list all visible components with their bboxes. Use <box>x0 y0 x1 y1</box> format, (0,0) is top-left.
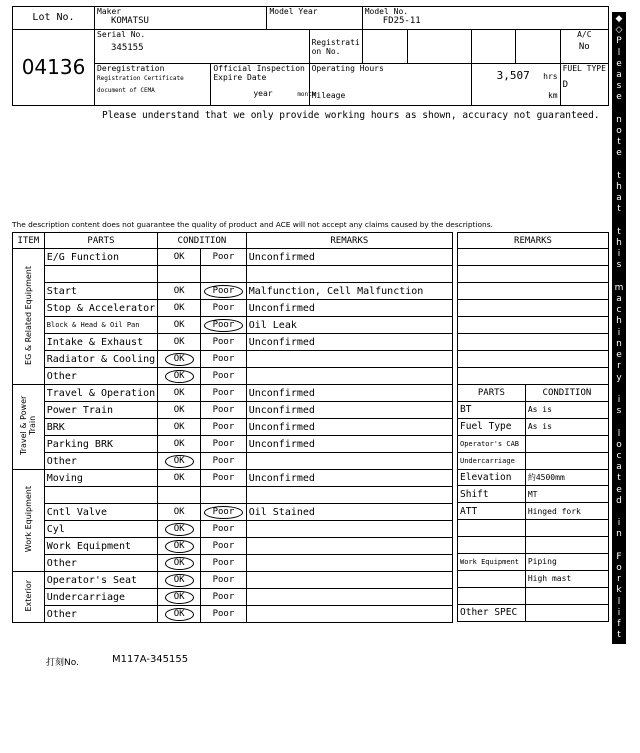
remark-cell <box>246 453 452 470</box>
serial-label: Serial No. <box>97 29 146 39</box>
part-name: Radiator & Cooling <box>44 351 157 368</box>
remark-cell <box>246 368 452 385</box>
spec-row <box>458 554 609 571</box>
table-row <box>13 266 453 283</box>
part-name: Cyl <box>44 521 157 538</box>
item-group-cell <box>13 249 45 385</box>
poor-label: Poor <box>212 439 235 449</box>
condition-ok-cell <box>158 555 201 572</box>
mileage-cell <box>309 87 471 106</box>
remark-cell: Unconfirmed <box>246 300 452 317</box>
part-name: Other <box>44 453 157 470</box>
condition-ok-cell <box>158 436 201 453</box>
condition-poor-cell <box>201 572 247 589</box>
spec-condition: Piping <box>525 554 608 571</box>
condition-poor-cell <box>201 334 247 351</box>
poor-label: Poor <box>212 252 235 262</box>
condition-ok-cell <box>158 470 201 487</box>
serial-cell <box>95 29 310 63</box>
maker-cell <box>95 7 267 30</box>
ok-label: OK <box>165 353 194 366</box>
spec-part <box>458 587 526 604</box>
condition-poor-cell <box>201 521 247 538</box>
part-name: Undercarriage <box>44 589 157 606</box>
right-remarks-row <box>458 283 609 300</box>
remark-cell <box>246 521 452 538</box>
reg-cert-label: Registration Certificate <box>97 75 184 83</box>
condition-ok-cell <box>158 572 201 589</box>
table-row <box>13 555 453 572</box>
part-name: Other <box>44 555 157 572</box>
spec-condition <box>525 435 608 452</box>
remark-cell <box>246 351 452 368</box>
remark-cell: Unconfirmed <box>246 470 452 487</box>
spec-part: Undercarriage <box>458 452 526 469</box>
remark-cell <box>246 538 452 555</box>
registration-label: Registrati on No. <box>309 29 362 63</box>
model-no-cell <box>362 7 608 30</box>
ac-label: A/C <box>577 29 592 39</box>
deregistration-label: Deregistration <box>97 64 165 74</box>
table-row <box>13 283 453 300</box>
ok-label: OK <box>165 455 194 468</box>
op-hours-value-cell <box>471 64 560 87</box>
right-remarks-header: REMARKS <box>458 233 609 249</box>
part-name <box>44 487 157 504</box>
item-group-cell <box>13 572 45 623</box>
spec-condition <box>525 587 608 604</box>
stamp-value: M117A-345155 <box>112 654 189 665</box>
part-name: Stop & Accelerator <box>44 300 157 317</box>
poor-label: Poor <box>212 422 235 432</box>
diamond-icon: ◆ <box>615 731 623 741</box>
remark-cell: Unconfirmed <box>246 402 452 419</box>
poor-label: Poor <box>212 524 235 534</box>
part-name: Travel & Operation <box>44 385 157 402</box>
ok-label: OK <box>173 252 185 262</box>
condition-poor-cell <box>201 487 247 504</box>
condition-ok-cell <box>158 266 201 283</box>
spec-row <box>458 418 609 435</box>
remark-cell: Unconfirmed <box>246 385 452 402</box>
hrs-unit: hrs <box>543 72 558 81</box>
month-label: month <box>297 91 316 99</box>
ok-label: OK <box>173 337 185 347</box>
remark-cell: Unconfirmed <box>246 419 452 436</box>
right-remarks-table <box>457 232 609 385</box>
inspection-label: Official Inspection Expire Date <box>213 64 305 83</box>
poor-label: Poor <box>212 388 235 398</box>
ok-label: OK <box>165 608 194 621</box>
ok-label: OK <box>165 557 194 570</box>
ok-label: OK <box>173 388 185 398</box>
table-row <box>13 453 453 470</box>
part-name: Power Train <box>44 402 157 419</box>
spec-row <box>458 537 609 554</box>
ok-label: OK <box>173 286 185 296</box>
spec-part <box>458 570 526 587</box>
part-name: Operator's Seat <box>44 572 157 589</box>
table-row <box>13 538 453 555</box>
table-row <box>13 368 453 385</box>
remark-cell: Oil Stained <box>246 504 452 521</box>
table-row <box>13 521 453 538</box>
op-hours-value: 3,507 <box>496 69 530 82</box>
ac-cell <box>560 29 608 63</box>
fuel-cell <box>560 64 608 106</box>
part-name: BRK <box>44 419 157 436</box>
right-remarks-row <box>458 351 609 368</box>
spec-row <box>458 503 609 520</box>
poor-label: Poor <box>212 456 235 466</box>
serial-value: 345155 <box>111 42 144 53</box>
poor-label: Poor <box>212 609 235 619</box>
spec-row <box>458 435 609 452</box>
reg-box-1 <box>362 29 407 63</box>
condition-ok-cell <box>158 249 201 266</box>
table-row <box>13 504 453 521</box>
table-row <box>13 385 453 402</box>
ok-label: OK <box>165 591 194 604</box>
remark-cell: Unconfirmed <box>246 249 452 266</box>
spec-part: Shift <box>458 486 526 503</box>
part-name: Cntl Valve <box>44 504 157 521</box>
condition-ok-cell <box>158 589 201 606</box>
poor-label: Poor <box>204 285 244 298</box>
ok-label: OK <box>173 439 185 449</box>
remark-cell <box>246 589 452 606</box>
fuel-label: FUEL TYPE <box>562 64 606 74</box>
spec-part <box>458 520 526 537</box>
col-condition-header: CONDITION <box>158 233 247 249</box>
spec-row <box>458 402 609 419</box>
lot-label: Lot No. <box>13 7 95 30</box>
part-name: Start <box>44 283 157 300</box>
spec-row <box>458 570 609 587</box>
poor-label: Poor <box>212 558 235 568</box>
condition-ok-cell <box>158 317 201 334</box>
spec-condition <box>525 520 608 537</box>
location-notice-sidebar <box>612 12 626 753</box>
condition-table <box>12 232 453 623</box>
model-no-value: FD25-11 <box>382 16 421 26</box>
doc-cema-label: document of CEMA <box>97 87 155 95</box>
poor-label: Poor <box>204 506 244 519</box>
right-remarks-row <box>458 266 609 283</box>
condition-ok-cell <box>158 334 201 351</box>
item-group-label: EG & Related Equipment <box>23 265 33 365</box>
condition-poor-cell <box>201 402 247 419</box>
poor-label: Poor <box>212 592 235 602</box>
notice-text: Please understand that we only provide working hours as shown, accuracy not guaranteed. <box>102 110 600 121</box>
right-remarks-row <box>458 249 609 266</box>
spec-part: Fuel Type <box>458 418 526 435</box>
condition-poor-cell <box>201 419 247 436</box>
poor-label: Poor <box>212 541 235 551</box>
poor-label: Poor <box>212 337 235 347</box>
condition-poor-cell <box>201 555 247 572</box>
spec-row <box>458 604 609 621</box>
condition-ok-cell <box>158 453 201 470</box>
part-name <box>44 266 157 283</box>
remark-cell: Unconfirmed <box>246 436 452 453</box>
spec-part: Operator's CAB <box>458 435 526 452</box>
remark-cell: Malfunction, Cell Malfunction <box>246 283 452 300</box>
header-table <box>12 6 609 106</box>
remark-cell: Oil Leak <box>246 317 452 334</box>
condition-ok-cell <box>158 300 201 317</box>
spec-part: ATT <box>458 503 526 520</box>
poor-label: Poor <box>212 371 235 381</box>
table-row <box>13 249 453 266</box>
item-group-label: Exterior <box>23 579 33 612</box>
table-row <box>13 470 453 487</box>
spec-condition <box>525 604 608 621</box>
part-name: E/G Function <box>44 249 157 266</box>
part-name: Moving <box>44 470 157 487</box>
reg-box-2 <box>407 29 471 63</box>
remark-cell <box>246 606 452 623</box>
ok-label: OK <box>173 320 185 330</box>
condition-poor-cell <box>201 249 247 266</box>
spec-condition: Hinged fork <box>525 503 608 520</box>
right-remarks-row <box>458 317 609 334</box>
poor-label: Poor <box>212 575 235 585</box>
ok-label: OK <box>173 422 185 432</box>
remark-cell <box>246 572 452 589</box>
condition-poor-cell <box>201 606 247 623</box>
col-item-header: ITEM <box>13 233 45 249</box>
spec-row <box>458 486 609 503</box>
condition-ok-cell <box>158 283 201 300</box>
ok-label: OK <box>165 574 194 587</box>
table-row <box>13 351 453 368</box>
table-row <box>13 487 453 504</box>
spec-condition: High mast <box>525 570 608 587</box>
remark-cell: Unconfirmed <box>246 334 452 351</box>
spec-parts-header: PARTS <box>458 385 526 402</box>
poor-label: Poor <box>212 303 235 313</box>
disclaimer-text: The description content does not guarantee the quality of product and ACE will not accept any claims caused by the descriptions. <box>12 220 493 229</box>
condition-poor-cell <box>201 283 247 300</box>
condition-ok-cell <box>158 487 201 504</box>
condition-ok-cell <box>158 606 201 623</box>
condition-poor-cell <box>201 589 247 606</box>
poor-label: Poor <box>212 354 235 364</box>
part-name: Other <box>44 368 157 385</box>
deregistration-cell <box>95 64 211 106</box>
item-group-cell <box>13 470 45 572</box>
condition-ok-cell <box>158 402 201 419</box>
condition-ok-cell <box>158 521 201 538</box>
model-year-label: Model Year <box>269 7 318 16</box>
diamond-outline-icon: ◇ <box>615 742 623 753</box>
table-row <box>13 589 453 606</box>
spec-condition: MT <box>525 486 608 503</box>
lot-no-value: 04136 <box>13 29 95 105</box>
right-remarks-row <box>458 334 609 351</box>
spec-condition: 約4500mm <box>525 469 608 486</box>
op-hours-cell <box>309 64 471 87</box>
poor-label: Poor <box>204 319 244 332</box>
spec-table <box>457 384 609 622</box>
remark-cell <box>246 487 452 504</box>
right-remarks-row <box>458 368 609 385</box>
ok-label: OK <box>165 523 194 536</box>
part-name: Intake & Exhaust <box>44 334 157 351</box>
part-name: Parking BRK <box>44 436 157 453</box>
year-label: year <box>253 89 273 99</box>
fuel-value: D <box>562 80 568 91</box>
part-name: Work Equipment <box>44 538 157 555</box>
condition-poor-cell <box>201 453 247 470</box>
item-group-label: Work Equipment <box>23 485 33 553</box>
table-row <box>13 572 453 589</box>
spec-part: Elevation <box>458 469 526 486</box>
condition-ok-cell <box>158 419 201 436</box>
condition-poor-cell <box>201 504 247 521</box>
spec-part <box>458 537 526 554</box>
table-row <box>13 300 453 317</box>
part-name: Other <box>44 606 157 623</box>
ok-label: OK <box>173 473 185 483</box>
mileage-label: Mileage <box>311 90 346 100</box>
condition-poor-cell <box>201 300 247 317</box>
maker-label: Maker <box>97 7 122 16</box>
spec-row <box>458 452 609 469</box>
condition-poor-cell <box>201 368 247 385</box>
spec-row <box>458 469 609 486</box>
spec-part: Work Equipment <box>458 554 526 571</box>
right-remarks-row <box>458 300 609 317</box>
maker-value: KOMATSU <box>111 16 149 26</box>
spec-condition <box>525 537 608 554</box>
spec-condition <box>525 452 608 469</box>
item-group-label: Travel & Power Train <box>19 395 38 456</box>
model-year-cell <box>267 7 362 30</box>
ok-label: OK <box>165 540 194 553</box>
spec-row <box>458 587 609 604</box>
reg-box-3 <box>471 29 515 63</box>
poor-label: Poor <box>212 473 235 483</box>
condition-poor-cell <box>201 266 247 283</box>
spec-row <box>458 520 609 537</box>
condition-ok-cell <box>158 368 201 385</box>
sidebar-text: P l e a s e n o t e t h a t t h i s m a c h i n e r y i s l o c a t e d i n F o r k l i f t P a r k i n g <box>614 36 624 730</box>
table-row <box>13 402 453 419</box>
item-group-cell <box>13 385 45 470</box>
remark-cell <box>246 555 452 572</box>
poor-label: Poor <box>212 405 235 415</box>
spec-condition: As is <box>525 418 608 435</box>
col-parts-header: PARTS <box>44 233 157 249</box>
inspection-cell <box>211 64 316 106</box>
remark-cell <box>246 266 452 283</box>
condition-poor-cell <box>201 538 247 555</box>
km-unit: km <box>547 90 558 100</box>
ok-label: OK <box>165 370 194 383</box>
condition-ok-cell <box>158 385 201 402</box>
condition-poor-cell <box>201 385 247 402</box>
ac-value: No <box>578 41 590 52</box>
mileage-value-cell <box>471 87 560 106</box>
condition-ok-cell <box>158 538 201 555</box>
col-remarks-header: REMARKS <box>246 233 452 249</box>
spec-part: Other SPEC <box>458 604 526 621</box>
condition-poor-cell <box>201 317 247 334</box>
model-no-label: Model No. <box>364 7 409 16</box>
condition-poor-cell <box>201 351 247 368</box>
table-row <box>13 334 453 351</box>
stamp-label: 打刻No. <box>46 658 79 668</box>
condition-poor-cell <box>201 436 247 453</box>
part-name: Block & Head & Oil Pan <box>44 317 157 334</box>
spec-part: BT <box>458 402 526 419</box>
reg-box-4 <box>516 29 560 63</box>
ok-label: OK <box>173 303 185 313</box>
diamond-outline-icon: ◇ <box>615 25 623 36</box>
table-row <box>13 606 453 623</box>
table-row <box>13 436 453 453</box>
condition-ok-cell <box>158 351 201 368</box>
spec-condition: As is <box>525 402 608 419</box>
ok-label: OK <box>173 405 185 415</box>
table-row <box>13 317 453 334</box>
spec-condition-header: CONDITION <box>525 385 608 402</box>
condition-ok-cell <box>158 504 201 521</box>
condition-poor-cell <box>201 470 247 487</box>
table-row <box>13 419 453 436</box>
op-hours-label: Operating Hours <box>311 64 384 74</box>
diamond-icon: ◆ <box>615 14 623 24</box>
ok-label: OK <box>173 507 185 517</box>
